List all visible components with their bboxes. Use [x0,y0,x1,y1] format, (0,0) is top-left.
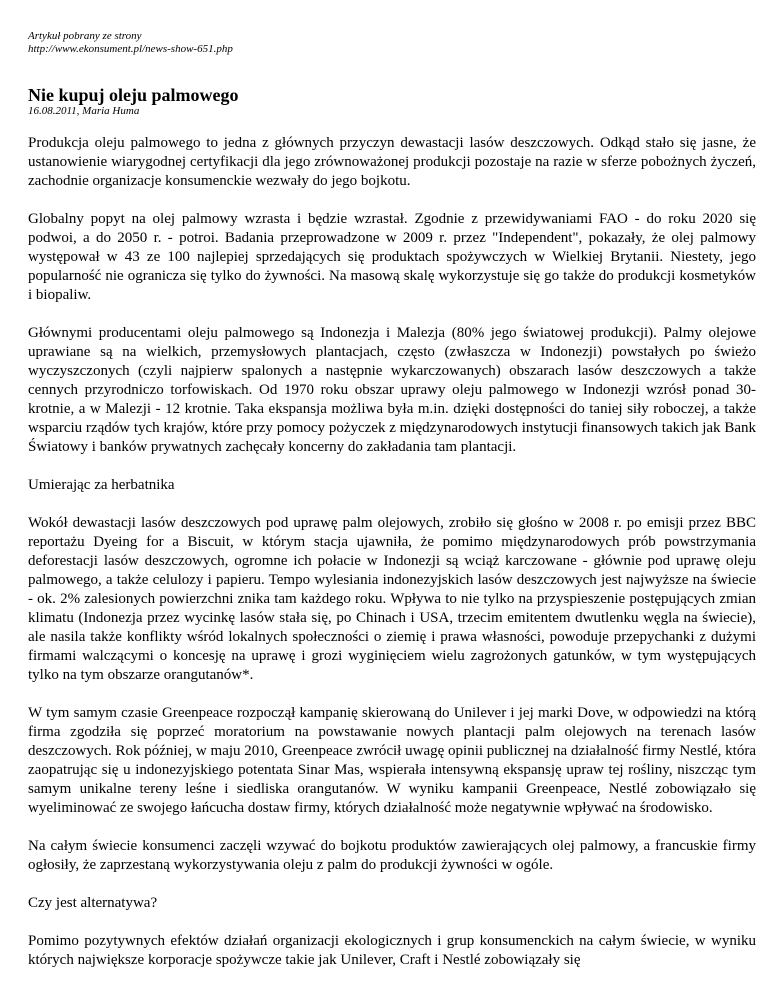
source-url: http://www.ekonsument.pl/news-show-651.php [28,43,233,55]
source-note [28,30,756,56]
article-title: Nie kupuj oleju palmowego [28,85,239,105]
article-body [28,134,756,970]
paragraph-intro: Produkcja oleju palmowego to jedna z głównych przyczyn dewastacji lasów deszczowych. Odkąd stało się jasne, że ustanowienie wiarygodnej certyfikacji dla jego zrównoważonej produkcji pozostaje na razie w sferze pobożnych życzeń, zachodnie organizacje konsumenckie wezwały do jego bojkotu. [28,135,756,189]
paragraph-deforestation: Wokół dewastacji lasów deszczowych pod uprawę palm olejowych, zrobiło się głośno w 2008 r. po emisji przez BBC reportażu Dyeing for a Biscuit, w którym stacja ujawniła, że pomimo międzynarodowych prób powstrzymania deforestacji lasów deszczowych, ogromne ich połacie w Indonezji są wciąż karczowane - głównie pod uprawę oleju palmowego, a także celulozy i papieru. Tempo wylesiania indonezyjskich lasów deszczowych jest najwyższe na świecie - ok. 2% zalesionych powierzchni znika tam każdego roku. Wpływa to nie tylko na przyspieszenie postępujących zmian klimatu (Indonezja przez wycinkę lasów stała się, po Chinach i USA, trzecim emitentem dwutlenku węgla na świecie), ale nasila także konflikty wśród lokalnych społeczności o ziemię i prawa własności, powoduje przepychanki z dużymi firmami walczącymi o koncesję na uprawę i grozi wyginięciem wielu zagrożonych gatunków, w tym występujących tylko na tym obszarze orangutanów*. [28,515,756,683]
paragraph-effects: Pomimo pozytywnych efektów działań organizacji ekologicznych i grup konsumenckich na całym świecie, w wyniku których największe korporacje spożywcze takie jak Unilever, Craft i Nestlé zobowiązały się [28,933,756,968]
paragraph-demand: Globalny popyt na olej palmowy wzrasta i będzie wzrastał. Zgodnie z przewidywaniami FAO - do roku 2020 się podwoi, a do 2050 r. - potroi. Badania przeprowadzone w 2009 r. przez "Independent", pokazały, że olej palmowy występował w 43 ze 100 najlepiej sprzedających się produktach spożywczych w Wielkiej Brytanii. Niestety, jego popularność nie ogranicza się tylko do żywności. Na masową skalę wykorzystuje się go także do produkcji kosmetyków i biopaliw. [28,211,756,303]
article-byline: 16.08.2011, Maria Huma [28,105,140,117]
paragraph-boycott: Na całym świecie konsumenci zaczęli wzywać do bojkotu produktów zawierających olej palmowy, a francuskie firmy ogłosiły, że zaprzestaną wykorzystywania oleju z palm do produkcji żywności w ogóle. [28,838,756,873]
section-heading-biscuit: Umierając za herbatnika [28,477,175,493]
document-page [28,0,756,989]
paragraph-greenpeace: W tym samym czasie Greenpeace rozpoczął kampanię skierowaną do Unilever i jej marki Dove, w odpowiedzi na którą firma zgodziła się poprzeć moratorium na powstawanie nowych plantacji palm olejowych na terenach lasów deszczowych. Rok później, w maju 2010, Greenpeace zwrócił uwagę opinii publicznej na działalność firmy Nestlé, która zaopatrując się u indonezyjskiego potentata Sinar Mas, wspierała intensywną ekspansję upraw tej rośliny, niszcząc tym samym unikalne tereny leśne i siedliska orangutanów. W wyniku kampanii Greenpeace, Nestlé zobowiązało się wyeliminować ze swojego łańcucha dostaw firmy, których działalność może negatywnie wpływać na środowisko. [28,705,756,816]
paragraph-producers: Głównymi producentami oleju palmowego są Indonezja i Malezja (80% jego światowej produkcji). Palmy olejowe uprawiane są na wielkich, przemysłowych plantacjach, często (zwłaszcza w Indonezji) powstałych po świeżo wyczyszczonych (czyli najpierw spalonych a następnie wykarczowanych) obszarach lasów deszczowych a także cennych przyrodniczo torfowiskach. Od 1970 roku obszar uprawy oleju palmowego w Indonezji wzrósł ponad 30-krotnie, a w Malezji - 12 krotnie. Taka ekspansja możliwa była m.in. dzięki dostępności do taniej siły roboczej, a także wsparciu rządów tych krajów, które przy pomocy pożyczek z międzynarodowych instytucji finansowych takich jak Bank Światowy i banków prywatnych zachęcały koncerny do zakładania tam plantacji. [28,325,756,455]
section-heading-alternative: Czy jest alternatywa? [28,895,158,911]
source-label: Artykuł pobrany ze strony [28,30,142,42]
